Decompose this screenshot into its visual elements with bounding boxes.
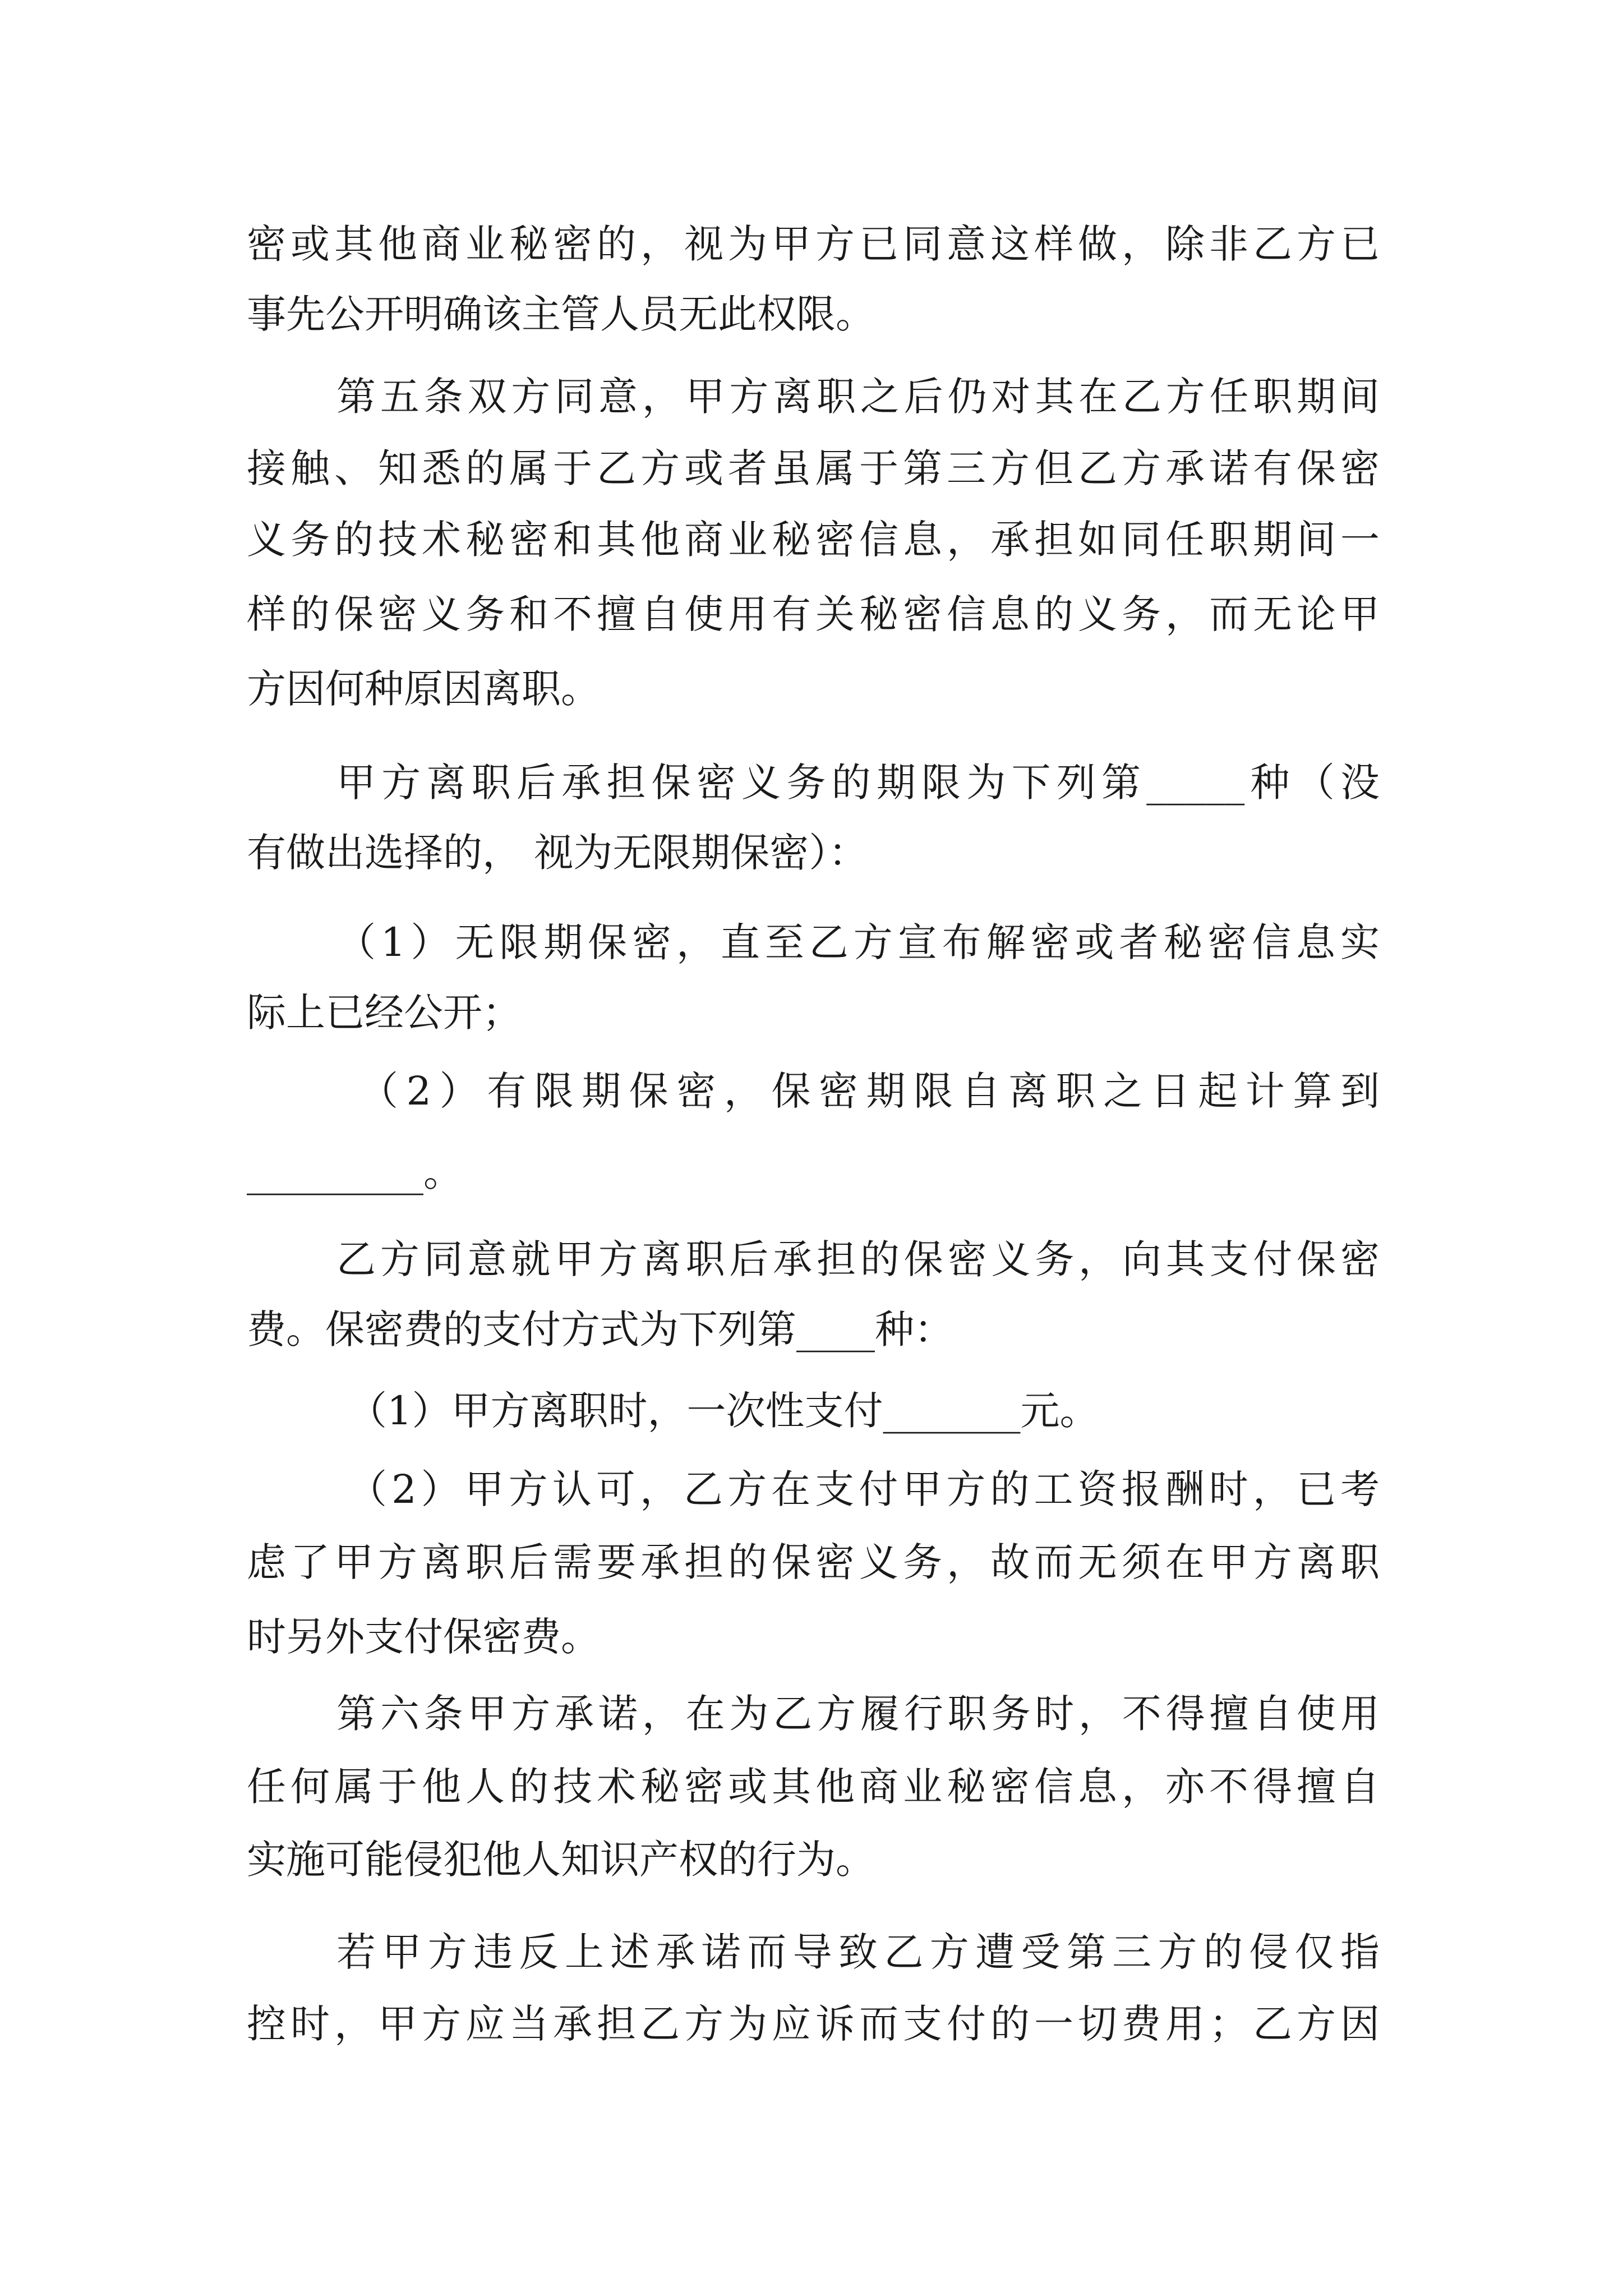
text-line: 第六条甲方承诺，在为乙方履行职务时，不得擅自使用 — [336, 1691, 1380, 1737]
text-line: 接触、知悉的属于乙方或者虽属于第三方但乙方承诺有保密 — [247, 445, 1380, 491]
text-line: 甲方离职后承担保密义务的期限为下列第_____种（没 — [336, 760, 1380, 806]
text-line: 样的保密义务和不擅自使用有关秘密信息的义务，而无论甲 — [247, 591, 1380, 637]
text-line: （1）甲方离职时，一次性支付_______元。 — [348, 1388, 1099, 1434]
text-line: 实施可能侵犯他人知识产权的行为。 — [247, 1837, 875, 1883]
text-line: 际上已经公开； — [247, 990, 522, 1036]
text-line: 第五条双方同意，甲方离职之后仍对其在乙方任职期间 — [336, 374, 1380, 420]
text-line: 事先公开明确该主管人员无此权限。 — [247, 291, 875, 337]
text-line: （2）甲方认可，乙方在支付甲方的工资报酬时，已考 — [348, 1466, 1380, 1512]
text-line: 费。保密费的支付方式为下列第____种： — [247, 1306, 953, 1352]
text-line: _________。 — [247, 1149, 463, 1195]
text-line: （1）无限期保密，直至乙方宣布解密或者秘密信息实 — [336, 919, 1380, 965]
text-line: 虑了甲方离职后需要承担的保密义务，故而无须在甲方离职 — [247, 1539, 1380, 1585]
text-line: 义务的技术秘密和其他商业秘密信息，承担如同任职期间一 — [247, 517, 1380, 563]
text-line: （2）有限期保密，保密期限自离职之日起计算到 — [359, 1068, 1380, 1114]
text-line: 时另外支付保密费。 — [247, 1614, 600, 1660]
text-line: 若甲方违反上述承诺而导致乙方遭受第三方的侵仅指 — [336, 1929, 1380, 1975]
text-line: 方因何种原因离职。 — [247, 666, 600, 712]
text-line: 控时，甲方应当承担乙方为应诉而支付的一切费用；乙方因 — [247, 2001, 1380, 2047]
text-line: 有做出选择的， 视为无限期保密）： — [247, 830, 868, 876]
text-line: 乙方同意就甲方离职后承担的保密义务，向其支付保密 — [336, 1236, 1380, 1282]
text-line: 任何属于他人的技术秘密或其他商业秘密信息，亦不得擅自 — [247, 1764, 1380, 1810]
text-line: 密或其他商业秘密的，视为甲方已同意这样做，除非乙方已 — [247, 221, 1380, 267]
